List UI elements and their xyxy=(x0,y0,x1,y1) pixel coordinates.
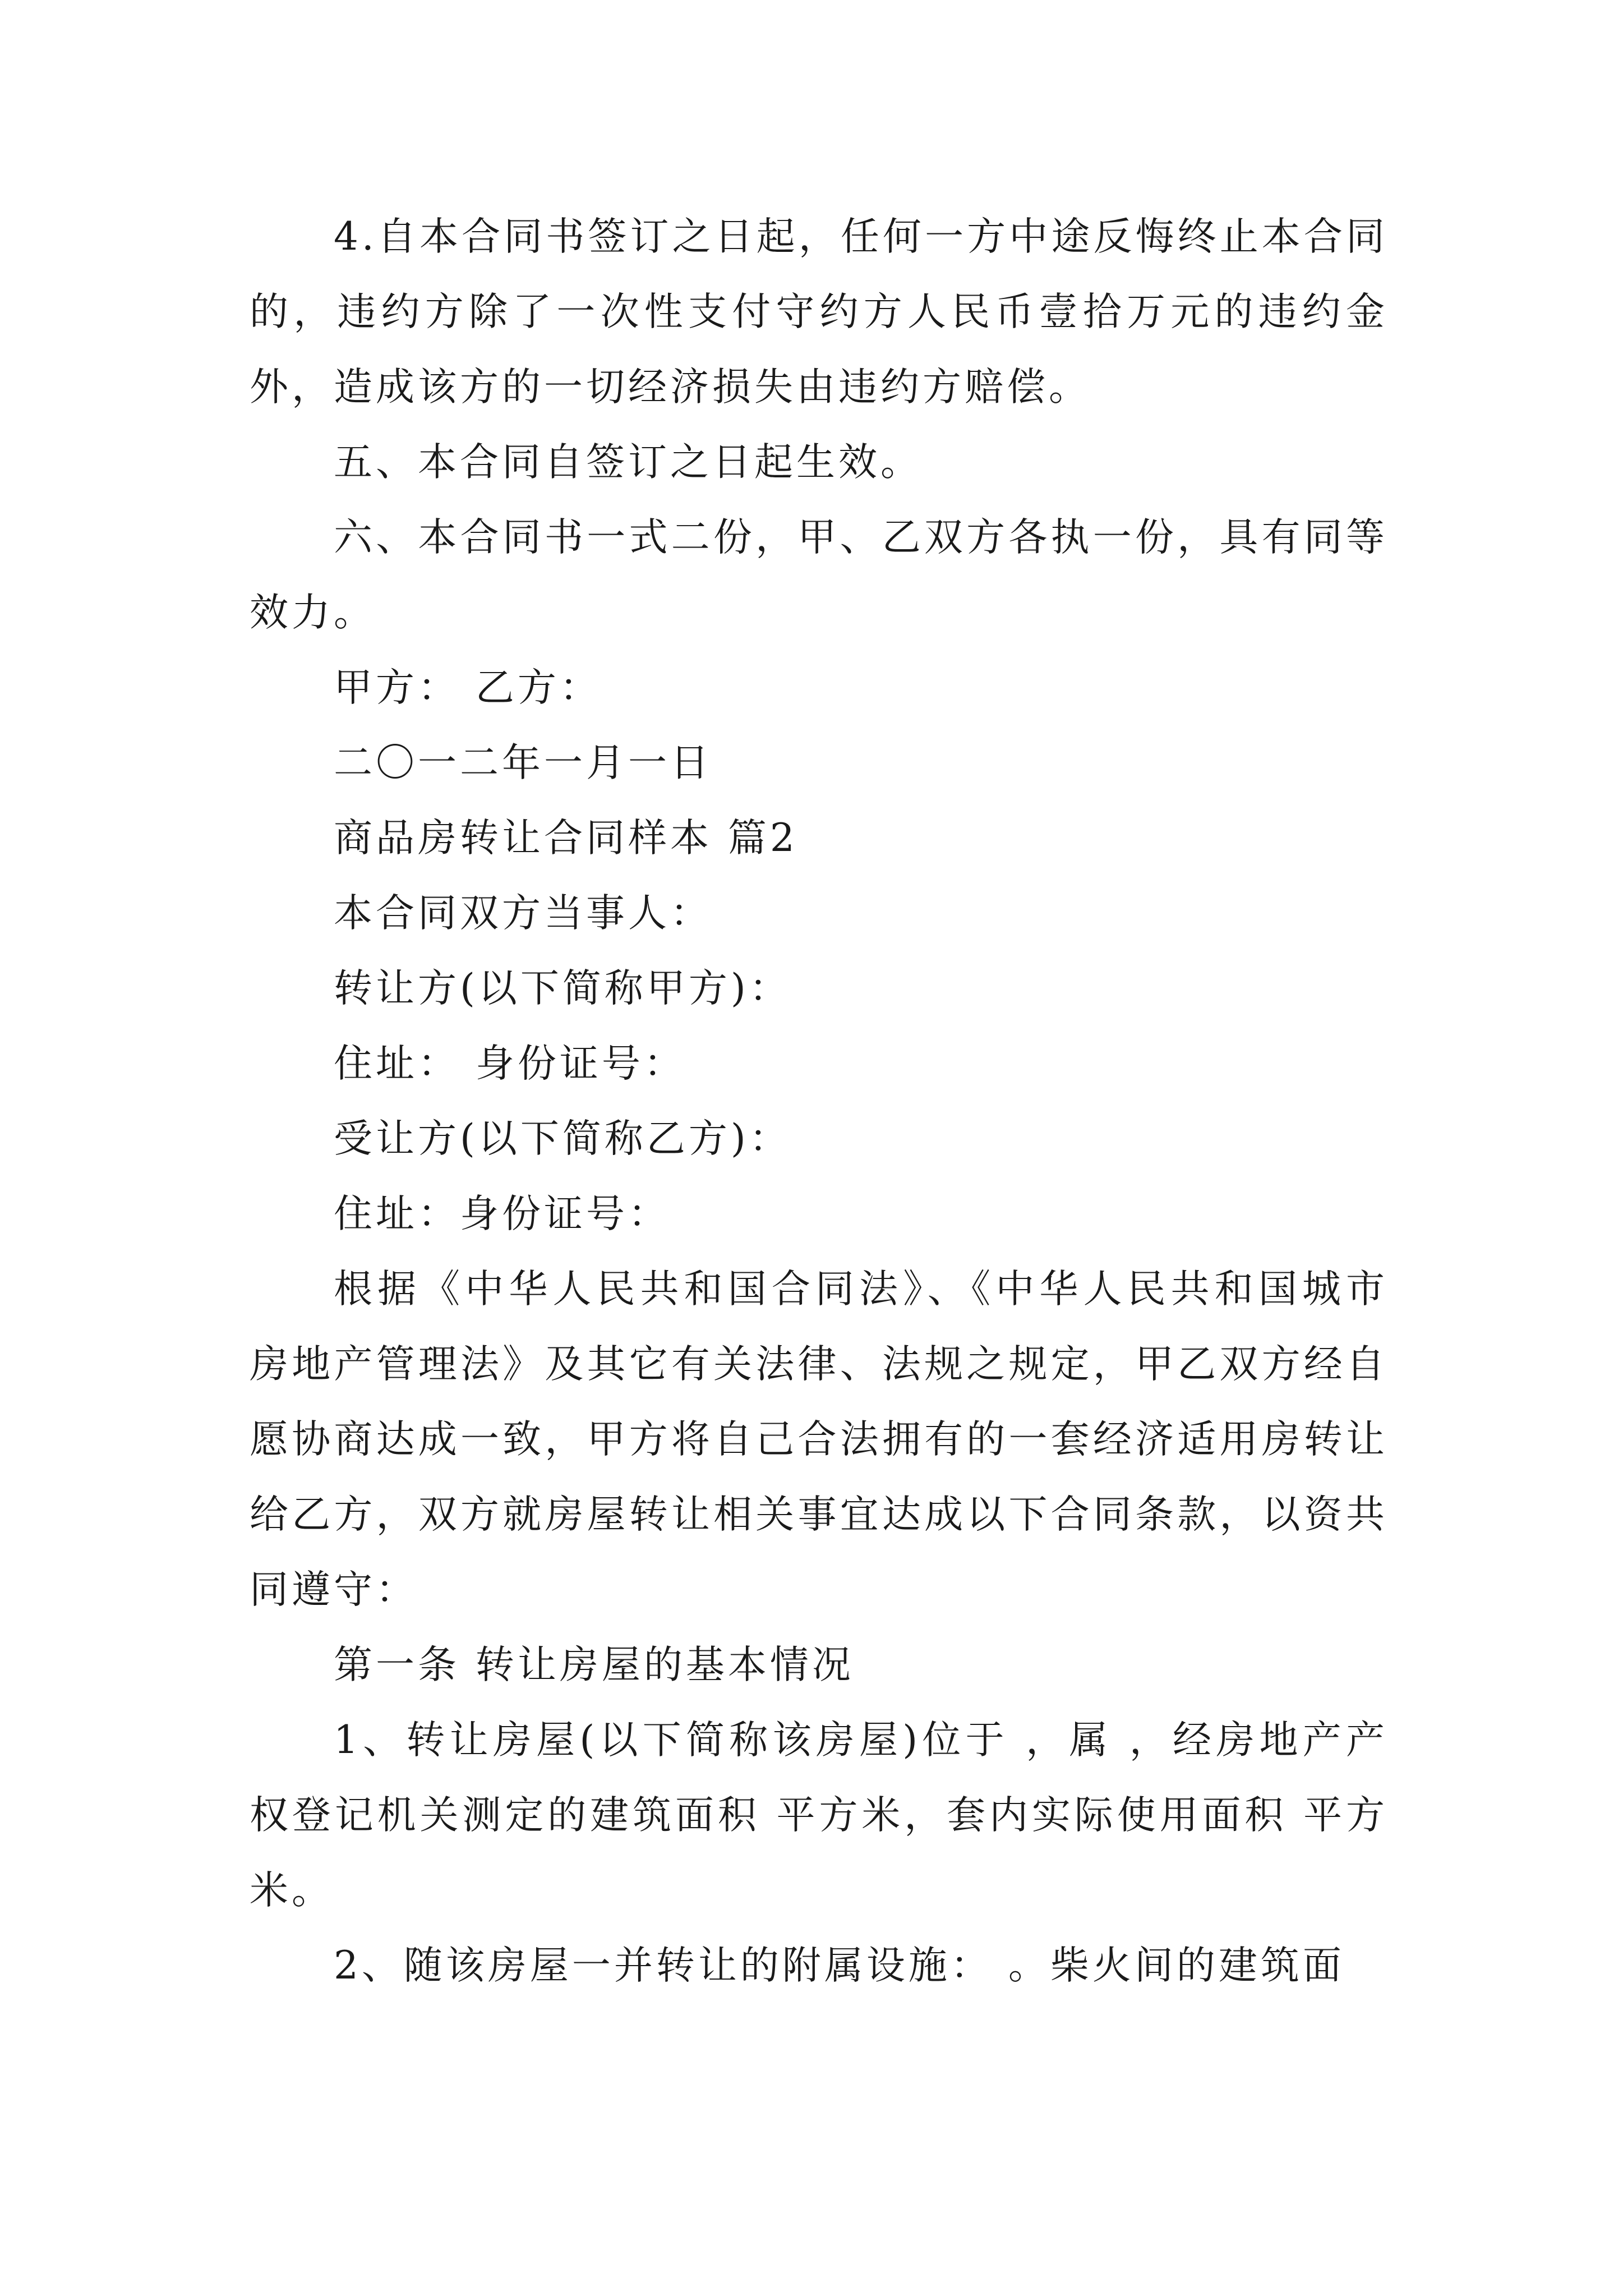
preamble-paragraph: 根据《中华人民共和国合同法》、《中华人民共和国城市房地产管理法》及其它有关法律、法规之规定，甲乙双方经自愿协商达成一致，甲方将自己合法拥有的一套经济适用房转让给乙方，双方就房屋转让相关事宜达成以下合同条款，以资共同遵守： xyxy=(250,1267,1388,1612)
paragraph-clause-6: 六、本合同书一式二份，甲、乙双方各执一份，具有同等效力。 xyxy=(250,515,1388,635)
signature-parties-line: 甲方： 乙方： xyxy=(334,665,602,710)
document-body xyxy=(250,199,1388,2003)
section-heading: 商品房转让合同样本 篇2 xyxy=(334,816,798,861)
article-1-item-2: 2、随该房屋一并转让的附属设施： 。柴火间的建筑面 xyxy=(334,1943,1345,1988)
paragraph-clause-5: 五、本合同自签订之日起生效。 xyxy=(334,440,923,485)
article-1-item-1: 1、转让房屋(以下简称该房屋)位于 ，属 ，经房地产产权登记机关测定的建筑面积 平方米，套内实际使用面积 平方米。 xyxy=(250,1718,1388,1913)
transferor-address-line: 住址： 身份证号： xyxy=(334,1041,686,1086)
parties-heading: 本合同双方当事人： xyxy=(334,891,712,936)
transferor-line: 转让方(以下简称甲方)： xyxy=(334,966,791,1011)
paragraph-clause-4: 4.自本合同书签订之日起，任何一方中途反悔终止本合同的，违约方除了一次性支付守约方人民币壹拾万元的违约金外，造成该方的一切经济损失由违约方赔偿。 xyxy=(250,214,1388,409)
article-1-heading: 第一条 转让房屋的基本情况 xyxy=(334,1642,854,1687)
transferee-address-line: 住址：身份证号： xyxy=(334,1191,670,1236)
transferee-line: 受让方(以下简称乙方)： xyxy=(334,1116,791,1161)
signing-date: 二〇一二年一月一日 xyxy=(334,740,712,785)
